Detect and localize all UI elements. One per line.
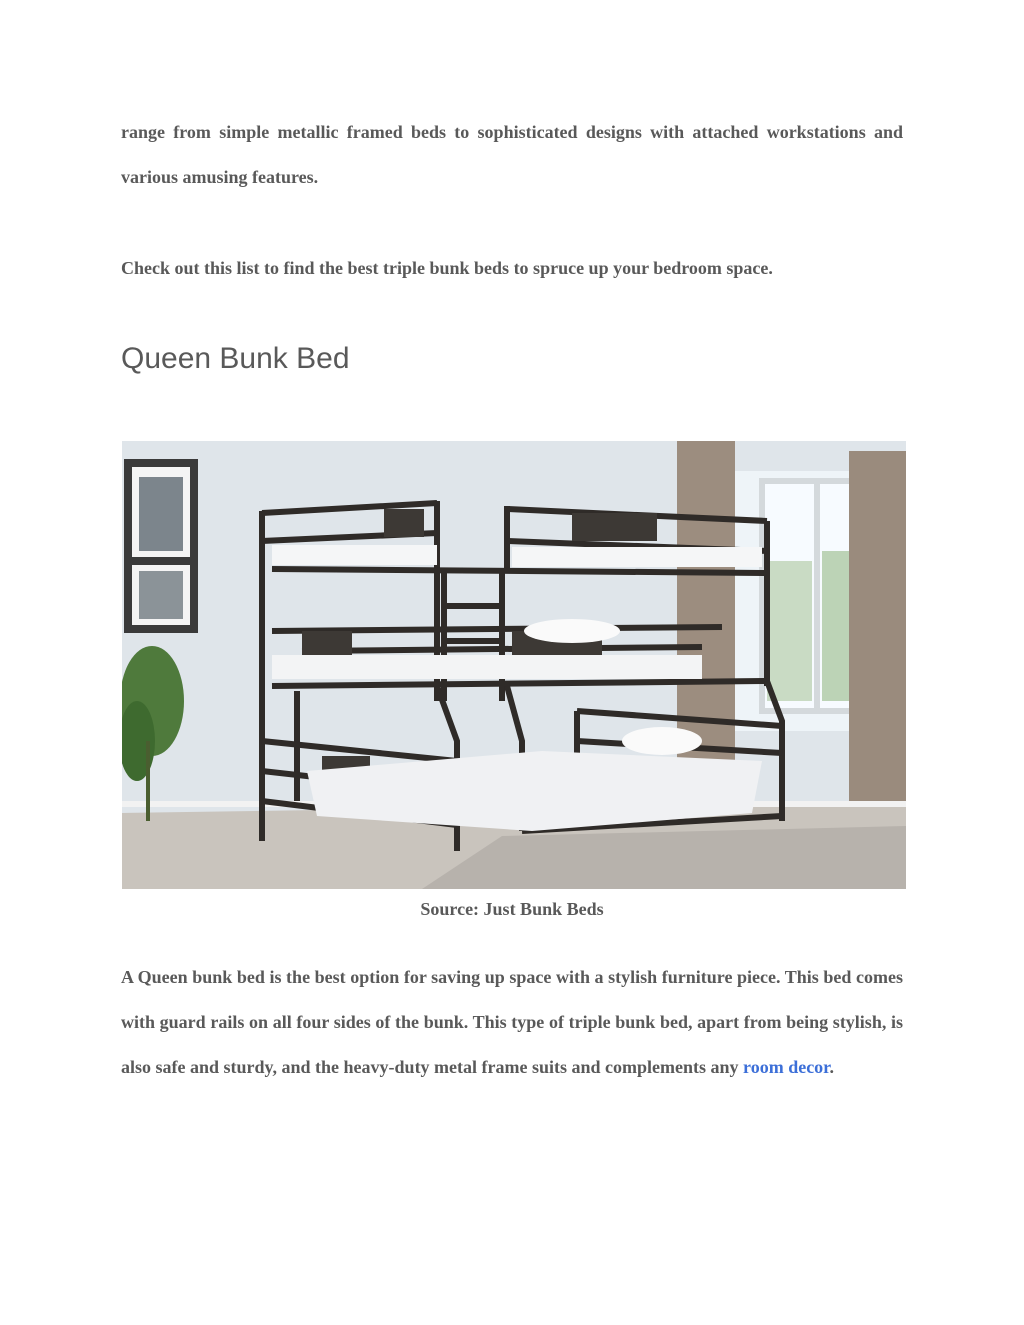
body-text-end: . (829, 1057, 835, 1077)
image-caption: Source: Just Bunk Beds (420, 899, 604, 919)
intro-paragraph: range from simple metallic framed beds to sophisticated designs with attached workstations and various amusing features. (121, 122, 903, 187)
bunk-bed-image (122, 441, 906, 889)
room-decor-link[interactable]: room decor (743, 1057, 830, 1077)
body-text: A Queen bunk bed is the best option for saving up space with a stylish furniture piece. This bed comes with guard rails on all four sides of the bunk. This type of triple bunk bed, apart from being stylish, is also safe and sturdy, and the heavy-duty metal frame suits and complements any (121, 967, 903, 1077)
section-heading: Queen Bunk Bed (121, 342, 350, 375)
section-body (121, 955, 903, 1090)
intro-callout: Check out this list to find the best triple bunk beds to spruce up your bedroom space. (121, 258, 773, 278)
